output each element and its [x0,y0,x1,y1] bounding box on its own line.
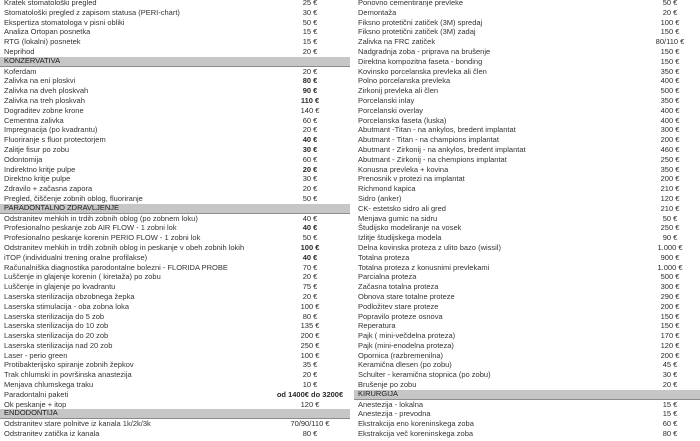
service-name: Nadgradnja zoba - priprava na brušenje [358,46,491,56]
service-name: Abutmant - Zirkonij - na chempions implantat [358,154,507,164]
service-price: 120 € [300,399,320,409]
price-row [354,331,700,341]
service-price: 50 € [302,17,318,27]
service-price: 30 € [302,144,318,154]
price-row [354,223,700,233]
service-name: Podložitev stare proteze [358,301,439,311]
price-row [354,47,700,57]
price-row [0,106,350,116]
service-price: 40 € [302,223,318,233]
service-name: Demontaža [358,7,397,17]
service-name: RTG (lokalni) posnetek [4,37,81,47]
price-row [0,116,350,126]
service-name: Odontomija [4,154,43,164]
price-row [354,165,700,175]
service-name: Laser - perio green [4,350,68,360]
service-name: Računalniška diagnostika parodontalne bolezni - FLORIDA PROBE [4,262,228,272]
service-name: Odstranitev stare polnitve iz kanala 1k/2k/3k [4,419,151,429]
service-price: 200 € [300,331,320,341]
service-price: 20 € [302,66,318,76]
service-price: 50 € [302,233,318,243]
service-price: 70/90/110 € [290,419,330,429]
service-price: 75 € [302,282,318,292]
price-row [0,47,350,57]
service-name: Abutmant -Titan - na ankylos, bredent implantat [358,125,516,135]
service-name: Ok peskanje + itop [4,399,67,409]
service-name: Kovinsko porcelanska prevleka ali člen [358,66,487,76]
service-name: CK- estetsko sidro ali gred [358,203,446,213]
service-price: 170 € [660,331,680,341]
price-row [354,263,700,273]
service-price: 900 € [660,252,680,262]
service-name: Profesionalno peskanje zob AIR FLOW - 1 zobni lok [4,223,177,233]
service-price: 35 € [302,360,318,370]
service-price: 100 € [300,350,320,360]
price-row [0,27,350,37]
service-name: Laserska stimulacija - oba zobna loka [4,301,130,311]
price-row [0,125,350,135]
service-price: 30 € [302,7,318,17]
section-header: PARADONTALNO ZDRAVLJENJE [0,204,350,214]
service-price: 40 € [302,213,318,223]
price-row [0,165,350,175]
service-price: 90 € [662,233,678,243]
service-name: Zalivka na treh ploskvah [4,95,85,105]
price-row [354,429,700,439]
service-price: 30 € [302,174,318,184]
price-row [354,0,700,8]
service-name: Richmond kapica [358,184,416,194]
service-name: Konusna prevleka + kovina [358,164,449,174]
service-price: 250 € [300,340,320,350]
service-name: Pajk ( mini-večdelna proteza) [358,331,456,341]
service-name: Luščenje in glajenje korenin ( kiretaža) po zobu [4,272,161,282]
service-name: Menjava gumic na sidru [358,213,438,223]
price-row [354,351,700,361]
service-name: Opornica (razbremenilna) [358,350,444,360]
service-name: Analiza Ortopan posnetka [4,27,91,37]
service-name: Zalivka na eni ploskvi [4,76,76,86]
service-name: Delna kovinska proteza z ulito bazo (wissil) [358,242,501,252]
service-name: Polno porcelanska prevleka [358,76,451,86]
price-row [354,292,700,302]
service-name: Popravilo proteze osnova [358,311,443,321]
service-price: 20 € [662,380,678,390]
price-row [354,8,700,18]
service-name: Odstranitev zatička iz kanala [4,429,100,439]
price-row [354,96,700,106]
service-name: Menjava chlumskega traku [4,380,94,390]
service-price: 210 € [660,184,680,194]
price-row [0,419,350,429]
service-price: 200 € [660,174,680,184]
price-row [354,341,700,351]
price-row [0,8,350,18]
price-row [354,243,700,253]
price-row [0,292,350,302]
price-row [0,341,350,351]
service-name: Ekstrakcija eno koreninskega zoba [358,419,474,429]
service-name: Porcelanska faseta (luska) [358,115,447,125]
service-price: 400 € [660,115,680,125]
service-price: 45 € [662,360,678,370]
service-name: Pajk (mini-enodelna proteza) [358,340,454,350]
price-row [0,145,350,155]
section-header: KONZERVATIVA [0,57,350,67]
service-price: 200 € [660,135,680,145]
service-price: 150 € [660,311,680,321]
service-name: Direktna kompozitna faseta - bonding [358,56,483,66]
price-row [0,18,350,28]
service-price: 400 € [660,105,680,115]
price-row [0,155,350,165]
price-row [0,429,350,439]
price-row [0,272,350,282]
price-row [0,331,350,341]
service-price: 20 € [302,164,318,174]
service-name: Obnova stare totalne proteze [358,291,455,301]
service-price: 15 € [302,27,318,37]
service-price: 50 € [662,0,678,7]
service-price: 200 € [660,350,680,360]
service-name: Stomatološki pregled z zapisom statusa (PERI-chart) [4,7,180,17]
price-row [354,18,700,28]
service-name: Ekspertiza stomatologa v pisni obliki [4,17,125,27]
price-row [0,400,350,410]
price-row [354,174,700,184]
service-name: Dograditev zobne krone [4,105,84,115]
price-row [0,0,350,8]
service-price: 20 € [302,46,318,56]
service-name: Anestezija - prevodna [358,409,431,419]
price-row [0,321,350,331]
price-row [0,67,350,77]
price-row [354,145,700,155]
service-price: 60 € [302,154,318,164]
price-row [354,116,700,126]
service-name: Fluoriranje s fluor protectorjem [4,135,106,145]
section-header: KIRURGIJA [354,390,700,400]
service-price: 210 € [660,203,680,213]
price-column-right [354,0,700,439]
service-price: 80 € [302,311,318,321]
service-name: Abutmant - Zirkonij - na ankylos, bredent implantat [358,144,526,154]
price-row [0,312,350,322]
service-name: Zalivka na FRC zatiček [358,37,436,47]
service-name: Odstranitev mehkih in trdih zobnih oblog in peskanje v obeh zobnih lokih [4,242,245,252]
price-row [354,409,700,419]
service-name: Fiksno protetični zatiček (3M) spredaj [358,17,483,27]
service-price: 30 € [662,370,678,380]
price-row [0,233,350,243]
service-name: Porcelanski overlay [358,105,424,115]
service-price: 460 € [660,144,680,154]
service-price: 350 € [660,95,680,105]
service-name: Odstranitev mehkih in trdih zobnih oblog (po zobnem loku) [4,213,198,223]
service-price: 1.000 € [657,242,683,252]
service-name: Luščenje in glajenje po kvadrantu [4,282,116,292]
service-price: 350 € [660,164,680,174]
service-price: 1.000 € [657,262,683,272]
service-name: Zdravilo + začasna zapora [4,184,93,194]
service-price: 120 € [660,193,680,203]
price-row [354,184,700,194]
service-name: Laserska sterilizacija do 10 zob [4,321,109,331]
price-row [354,419,700,429]
price-row [0,184,350,194]
price-row [354,360,700,370]
price-column-left [0,0,350,439]
service-name: iTOP (individualni trening oralne profilakse) [4,252,148,262]
service-name: Kratek stomatološki pregled [4,0,97,7]
service-price: 110 € [300,95,320,105]
service-price: 100 € [660,17,680,27]
price-row [354,106,700,116]
service-price: 90 € [302,86,318,96]
price-row [354,312,700,322]
service-price: 140 € [300,105,320,115]
service-name: Laserska sterilizacija do 20 zob [4,331,109,341]
service-price: 15 € [662,409,678,419]
service-name: Neprihod [4,46,35,56]
service-price: 500 € [660,272,680,282]
price-row [354,155,700,165]
service-name: Schulter - keramična stopnica (po zobu) [358,370,491,380]
service-price: 80 € [302,429,318,439]
service-name: Totalna proteza [358,252,410,262]
price-row [0,360,350,370]
price-row [354,370,700,380]
service-name: Ekstrakcija več koreninskega zoba [358,429,474,439]
service-price: 150 € [660,56,680,66]
service-price: 20 € [302,184,318,194]
price-row [354,57,700,67]
service-price: 60 € [662,419,678,429]
service-price: 120 € [660,340,680,350]
service-price: 300 € [660,282,680,292]
service-name: Abutmant - Titan - na champions implantat [358,135,499,145]
price-row [354,125,700,135]
price-row [354,233,700,243]
price-row [354,204,700,214]
service-price: 15 € [662,399,678,409]
service-price: 100 € [300,301,320,311]
price-row [354,253,700,263]
price-row [354,27,700,37]
price-row [354,214,700,224]
service-price: 300 € [660,125,680,135]
service-price: 70 € [302,262,318,272]
service-name: Sidro (anker) [358,193,402,203]
price-row [354,321,700,331]
service-name: Fiksno protetični zatiček (3M) zadaj [358,27,476,37]
service-price: 20 € [302,272,318,282]
service-price: 50 € [302,193,318,203]
service-name: Zirkonij prevleka ali člen [358,86,439,96]
service-price: 250 € [660,154,680,164]
price-row [354,37,700,47]
price-row [354,380,700,390]
service-price: 290 € [660,291,680,301]
price-row [0,253,350,263]
price-row [354,135,700,145]
service-price: 350 € [660,66,680,76]
service-price: 400 € [660,76,680,86]
price-row [0,390,350,400]
service-price: 100 € [300,242,320,252]
service-name: Zalitje fisur po zobu [4,144,70,154]
price-row [0,174,350,184]
service-name: Izlitje študijskega modela [358,233,442,243]
service-name: Koferdam [4,66,37,76]
service-price: 500 € [660,86,680,96]
service-name: Ponovno cementiranje prevleke [358,0,464,7]
price-row [0,302,350,312]
service-price: 250 € [660,223,680,233]
price-row [354,272,700,282]
service-price: 150 € [660,27,680,37]
price-row [354,400,700,410]
price-row [0,351,350,361]
service-price: 150 € [660,46,680,56]
service-name: Prenosnik v protezi na implantat [358,174,465,184]
price-row [0,37,350,47]
price-row [354,67,700,77]
price-row [0,223,350,233]
price-row [0,135,350,145]
price-row [0,243,350,253]
service-name: Začasna totalna proteza [358,282,439,292]
service-price: 80 € [662,429,678,439]
service-name: Impregnacija (po kvadrantu) [4,125,98,135]
service-name: Anestezija - lokalna [358,399,424,409]
service-name: Direktno kritje pulpe [4,174,71,184]
price-row [0,96,350,106]
service-name: Študijsko modeliranje na vosek [358,223,462,233]
price-row [0,76,350,86]
price-row [354,194,700,204]
service-name: Pregled, čiščenje zobnih oblog, fluoriranje [4,193,143,203]
service-name: Laserska sterilizacija nad 20 zob [4,340,113,350]
price-row [0,263,350,273]
price-row [0,282,350,292]
price-row [354,76,700,86]
price-row [0,214,350,224]
service-name: Laserska sterilizacija obzobnega žepka [4,291,135,301]
service-price: 50 € [662,213,678,223]
service-name: Totalna proteza z konusnimi prevlekami [358,262,490,272]
service-price: 15 € [302,37,318,47]
price-row [0,380,350,390]
service-name: Reperatura [358,321,396,331]
service-name: Porcelanski inlay [358,95,415,105]
price-row [354,86,700,96]
service-name: Cementna zalivka [4,115,64,125]
service-price: 20 € [302,291,318,301]
service-name: Profesionalno peskanje korenin PERIO FLOW - 1 zobni lok [4,233,201,243]
service-name: Zalivka na dveh ploskvah [4,86,89,96]
service-price: 10 € [302,380,318,390]
price-row [354,302,700,312]
service-price: 135 € [300,321,320,331]
service-name: Brušenje po zobu [358,380,417,390]
service-name: Protibakterijsko spiranje zobnih žepkov [4,360,134,370]
service-name: Trak chlumski in površinska anastezija [4,370,132,380]
service-price: 20 € [302,125,318,135]
price-row [0,370,350,380]
price-row [0,194,350,204]
service-price: 80 € [302,76,318,86]
service-price: 80/110 € [655,37,685,47]
service-name: Keramična dlesen (po zobu) [358,360,452,370]
price-row [0,86,350,96]
service-name: Parcialna proteza [358,272,417,282]
service-price: 20 € [662,7,678,17]
service-price: 40 € [302,135,318,145]
service-name: Laserska sterilizacija do 5 zob [4,311,105,321]
service-price: 40 € [302,252,318,262]
service-name: Paradontalni paketi [4,389,69,399]
service-price: 200 € [660,301,680,311]
service-name: Indirektno kritje pulpe [4,164,76,174]
service-price: 25 € [302,0,318,7]
service-price: 150 € [660,321,680,331]
service-price: od 1400€ do 3200€ [276,389,344,399]
service-price: 20 € [302,370,318,380]
price-row [354,282,700,292]
service-price: 60 € [302,115,318,125]
section-header: ENDODONTIJA [0,409,350,419]
